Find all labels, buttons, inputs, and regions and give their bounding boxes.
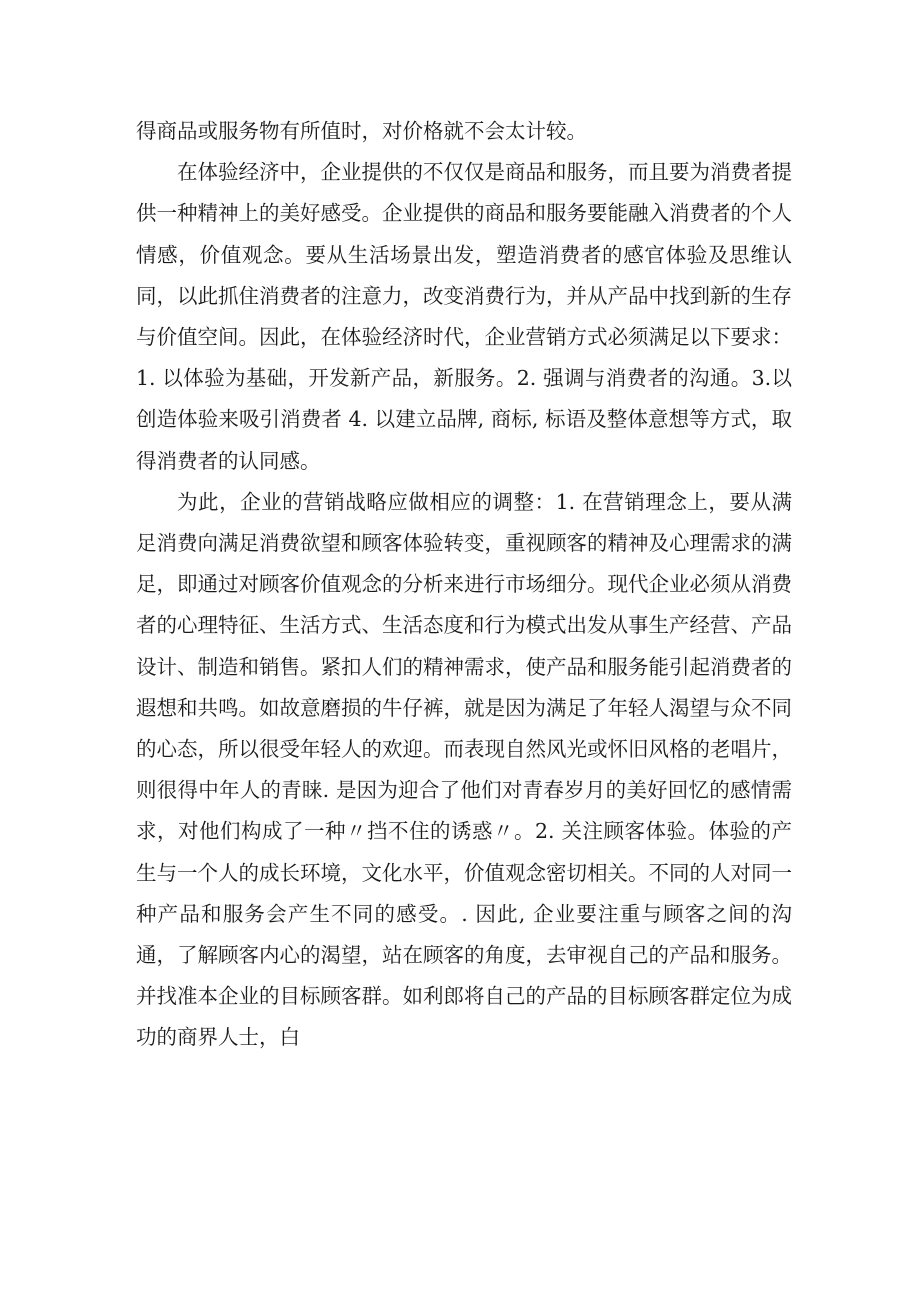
- paragraph-3: 为此，企业的营销战略应做相应的调整：1. 在营销理念上，要从满足消费向满足消费欲望和顾客体验转变，重视顾客的精神及心理需求的满足，即通过对顾客价值观念的分析来进行市场细分。现代企业必须从消费者的心理特征、生活方式、生活态度和行为模式出发从事生产经营、产品设计、制造和销售。紧扣人们的精神需求，使产品和服务能引起消费者的遐想和共鸣。如故意磨损的牛仔裤，就是因为满足了年轻人渴望与众不同的心态，所以很受年轻人的欢迎。而表现自然风光或怀旧风格的老唱片，则很得中年人的青睐. 是因为迎合了他们对青春岁月的美好回忆的感情需求，对他们构成了一种〃挡不住的诱惑〃。2. 关注顾客体验。体验的产生与一个人的成长环境，文化水平，价值观念密切相关。不同的人对同一种产品和服务会产生不同的感受。. 因此, 企业要注重与顾客之间的沟通，了解顾客内心的渴望，站在顾客的角度，去审视自己的产品和服务。并找准本企业的目标顾客群。如利郎将自己的产品的目标顾客群定位为成功的商界人士，白: [136, 489, 792, 1050]
- paragraph-1: 得商品或服务物有所值时，对价格就不会太计较。: [136, 119, 587, 143]
- document-body: [136, 111, 792, 1059]
- paragraph-2: 在体验经济中，企业提供的不仅仅是商品和服务，而且要为消费者提供一种精神上的美好感受。企业提供的商品和服务要能融入消费者的个人情感，价值观念。要从生活场景出发，塑造消费者的感官体验及思维认同，以此抓住消费者的注意力，改变消费行为，并从产品中找到新的生存与价值空间。因此，在体验经济时代，企业营销方式必须满足以下要求：1. 以体验为基础，开发新产品，新服务。2. 强调与消费者的沟通。3.以创造体验来吸引消费者 4. 以建立品牌, 商标, 标语及整体意想等方式，取得消费者的认同感。: [136, 160, 792, 473]
